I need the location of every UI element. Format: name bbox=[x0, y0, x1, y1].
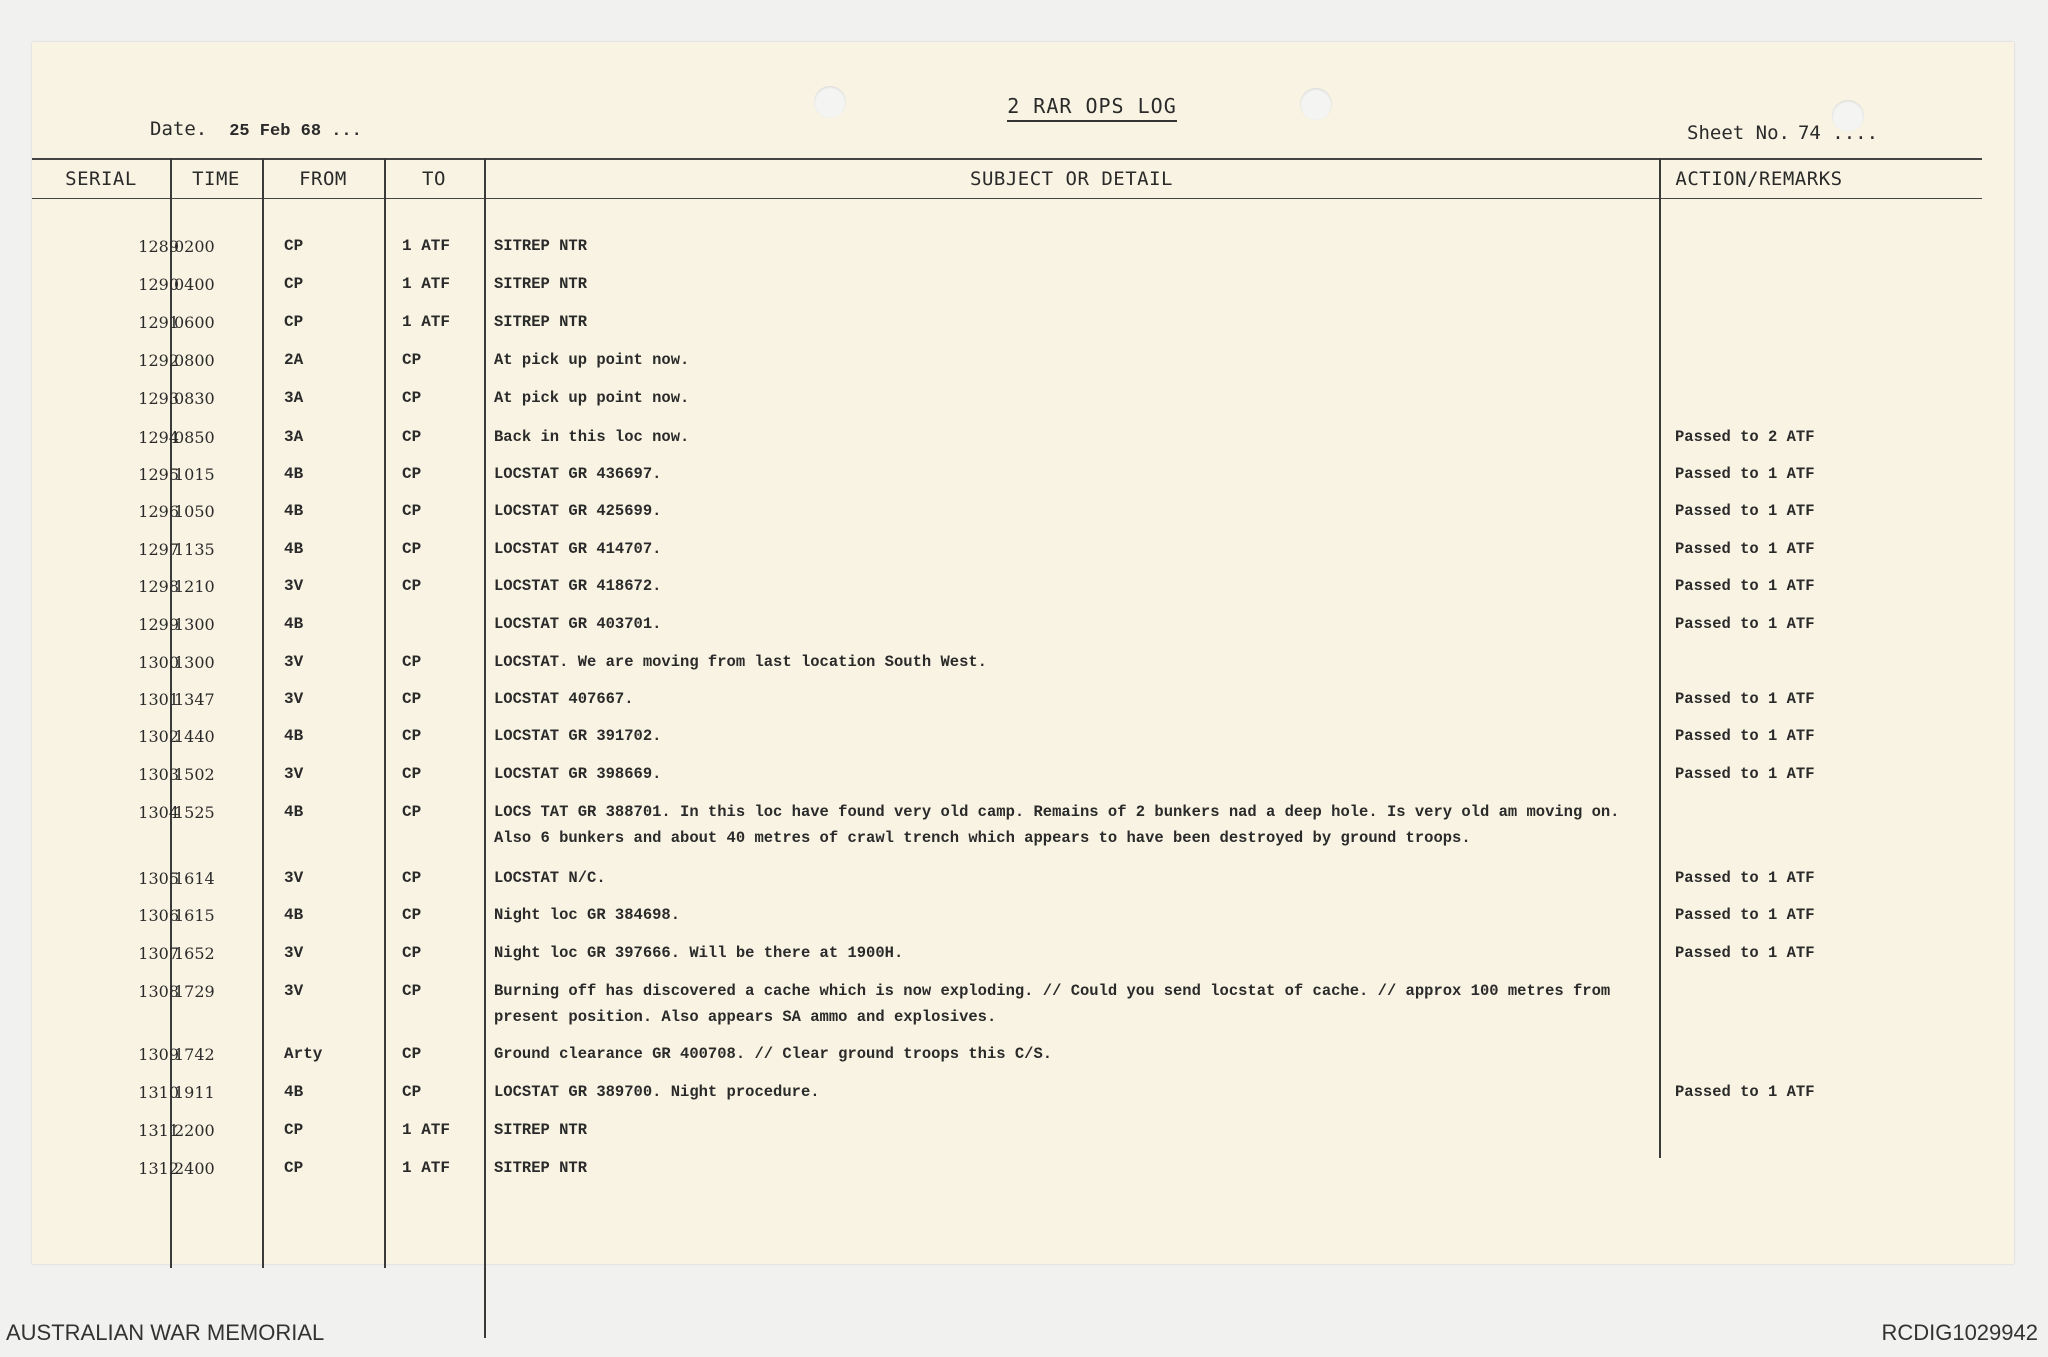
date-value: 25 Feb 68 ... bbox=[229, 122, 362, 141]
column-header-time: TIME bbox=[192, 168, 240, 190]
action-cell: Passed to 1 ATF bbox=[1675, 502, 1815, 520]
subject-cell: Back in this loc now. bbox=[494, 428, 690, 446]
footer-right: RCDIG1029942 bbox=[1881, 1320, 2038, 1345]
subject-cell: LOCSTAT N/C. bbox=[494, 869, 606, 887]
serial-cell: 1301 bbox=[138, 690, 179, 709]
to-cell: CP bbox=[402, 690, 422, 708]
from-cell: CP bbox=[284, 237, 304, 255]
action-cell: Passed to 1 ATF bbox=[1675, 765, 1815, 783]
from-cell: 4B bbox=[284, 803, 304, 821]
from-cell: CP bbox=[284, 313, 304, 331]
time-cell: 1440 bbox=[174, 727, 215, 746]
to-cell: 1 ATF bbox=[402, 275, 451, 293]
time-cell: 1614 bbox=[174, 869, 215, 888]
log-row bbox=[32, 727, 2014, 757]
serial-cell: 1310 bbox=[138, 1083, 179, 1102]
log-row bbox=[32, 389, 2014, 419]
time-cell: 1742 bbox=[174, 1045, 215, 1064]
time-cell: 0800 bbox=[174, 351, 215, 370]
page-title-text: 2 RAR OPS LOG bbox=[1007, 94, 1177, 122]
log-row bbox=[32, 502, 2014, 532]
log-row bbox=[32, 465, 2014, 495]
serial-cell: 1304 bbox=[138, 803, 179, 822]
log-row bbox=[32, 237, 2014, 267]
subject-cell: Burning off has discovered a cache which is now exploding. // Could you send locstat of cache. // approx 100 metres from bbox=[494, 982, 1611, 1000]
time-cell: 1911 bbox=[174, 1083, 215, 1102]
serial-cell: 1297 bbox=[138, 540, 179, 559]
to-cell: CP bbox=[402, 428, 422, 446]
action-cell: Passed to 1 ATF bbox=[1675, 944, 1815, 962]
serial-cell: 1311 bbox=[138, 1121, 179, 1140]
log-row bbox=[32, 577, 2014, 607]
to-cell: 1 ATF bbox=[402, 313, 451, 331]
time-cell: 1135 bbox=[174, 540, 215, 559]
time-cell: 0400 bbox=[174, 275, 215, 294]
from-cell: 3A bbox=[284, 428, 304, 446]
to-cell: 1 ATF bbox=[402, 1159, 451, 1177]
to-cell: CP bbox=[402, 653, 422, 671]
subject-cell: LOCSTAT GR 418672. bbox=[494, 577, 662, 595]
to-cell: 1 ATF bbox=[402, 237, 451, 255]
subject-cell: LOCSTAT. We are moving from last location South West. bbox=[494, 653, 987, 671]
log-sheet bbox=[32, 42, 2014, 1264]
column-header-subject: SUBJECT OR DETAIL bbox=[970, 168, 1173, 190]
serial-cell: 1302 bbox=[138, 727, 179, 746]
subject-cell: Night loc GR 384698. bbox=[494, 906, 681, 924]
subject-cell: LOCSTAT GR 425699. bbox=[494, 502, 662, 520]
time-cell: 2200 bbox=[174, 1121, 215, 1140]
serial-cell: 1294 bbox=[138, 428, 179, 447]
log-row bbox=[32, 1083, 2014, 1113]
action-cell: Passed to 1 ATF bbox=[1675, 869, 1815, 887]
from-cell: 4B bbox=[284, 465, 304, 483]
time-cell: 1502 bbox=[174, 765, 215, 784]
time-cell: 0200 bbox=[174, 237, 215, 256]
column-header-action: ACTION/REMARKS bbox=[1675, 168, 1843, 190]
header-rule-top bbox=[32, 158, 1982, 160]
to-cell: CP bbox=[402, 1083, 422, 1101]
subject-cell: SITREP NTR bbox=[494, 275, 588, 293]
to-cell: CP bbox=[402, 540, 422, 558]
action-cell: Passed to 1 ATF bbox=[1675, 540, 1815, 558]
from-cell: 4B bbox=[284, 727, 304, 745]
log-row bbox=[32, 1159, 2014, 1189]
from-cell: 3V bbox=[284, 577, 304, 595]
to-cell: 1 ATF bbox=[402, 1121, 451, 1139]
time-cell: 2400 bbox=[174, 1159, 215, 1178]
from-cell: 3V bbox=[284, 653, 304, 671]
page-title bbox=[932, 94, 1252, 118]
log-row bbox=[32, 765, 2014, 795]
action-cell: Passed to 1 ATF bbox=[1675, 690, 1815, 708]
to-cell: CP bbox=[402, 465, 422, 483]
time-cell: 1347 bbox=[174, 690, 215, 709]
serial-cell: 1312 bbox=[138, 1159, 179, 1178]
subject-cell-continuation: Also 6 bunkers and about 40 metres of crawl trench which appears to have been destroyed by ground troops. bbox=[494, 829, 1471, 847]
subject-cell: SITREP NTR bbox=[494, 237, 588, 255]
time-cell: 1729 bbox=[174, 982, 215, 1001]
from-cell: 3V bbox=[284, 690, 304, 708]
serial-cell: 1309 bbox=[138, 1045, 179, 1064]
from-cell: 4B bbox=[284, 540, 304, 558]
log-row bbox=[32, 690, 2014, 720]
time-cell: 1210 bbox=[174, 577, 215, 596]
to-cell: CP bbox=[402, 1045, 422, 1063]
column-header-to: TO bbox=[422, 168, 446, 190]
column-header-serial: SERIAL bbox=[65, 168, 137, 190]
time-cell: 1015 bbox=[174, 465, 215, 484]
serial-cell: 1293 bbox=[138, 389, 179, 408]
from-cell: CP bbox=[284, 275, 304, 293]
serial-cell: 1307 bbox=[138, 944, 179, 963]
log-row bbox=[32, 1045, 2014, 1075]
log-row bbox=[32, 906, 2014, 936]
action-cell: Passed to 1 ATF bbox=[1675, 465, 1815, 483]
subject-cell: At pick up point now. bbox=[494, 389, 690, 407]
log-row bbox=[32, 653, 2014, 683]
log-row bbox=[32, 313, 2014, 343]
to-cell: CP bbox=[402, 765, 422, 783]
subject-cell: SITREP NTR bbox=[494, 1159, 588, 1177]
subject-cell: LOCSTAT 407667. bbox=[494, 690, 634, 708]
subject-cell: SITREP NTR bbox=[494, 1121, 588, 1139]
time-cell: 0850 bbox=[174, 428, 215, 447]
date-line bbox=[150, 118, 362, 141]
serial-cell: 1289 bbox=[138, 237, 179, 256]
column-header-from: FROM bbox=[299, 168, 347, 190]
serial-cell: 1295 bbox=[138, 465, 179, 484]
time-cell: 1652 bbox=[174, 944, 215, 963]
time-cell: 1615 bbox=[174, 906, 215, 925]
sheet-value: 74 .... bbox=[1797, 122, 1879, 144]
time-cell: 1300 bbox=[174, 653, 215, 672]
serial-cell: 1303 bbox=[138, 765, 179, 784]
subject-cell: SITREP NTR bbox=[494, 313, 588, 331]
to-cell: CP bbox=[402, 982, 422, 1000]
from-cell: 3V bbox=[284, 982, 304, 1000]
to-cell: CP bbox=[402, 803, 422, 821]
punch-hole bbox=[1300, 88, 1332, 120]
from-cell: CP bbox=[284, 1159, 304, 1177]
from-cell: 3A bbox=[284, 389, 304, 407]
to-cell: CP bbox=[402, 944, 422, 962]
subject-cell: Ground clearance GR 400708. // Clear ground troops this C/S. bbox=[494, 1045, 1053, 1063]
action-cell: Passed to 1 ATF bbox=[1675, 577, 1815, 595]
date-label: Date. bbox=[150, 118, 208, 140]
serial-cell: 1290 bbox=[138, 275, 179, 294]
from-cell: 2A bbox=[284, 351, 304, 369]
to-cell: CP bbox=[402, 502, 422, 520]
serial-cell: 1296 bbox=[138, 502, 179, 521]
from-cell: 4B bbox=[284, 1083, 304, 1101]
time-cell: 0600 bbox=[174, 313, 215, 332]
subject-cell: LOCSTAT GR 414707. bbox=[494, 540, 662, 558]
serial-cell: 1298 bbox=[138, 577, 179, 596]
time-cell: 1525 bbox=[174, 803, 215, 822]
to-cell: CP bbox=[402, 906, 422, 924]
subject-cell: LOCSTAT GR 403701. bbox=[494, 615, 662, 633]
log-row bbox=[32, 803, 2014, 847]
serial-cell: 1306 bbox=[138, 906, 179, 925]
from-cell: 3V bbox=[284, 944, 304, 962]
sheet-label: Sheet No. bbox=[1687, 122, 1790, 144]
time-cell: 1300 bbox=[174, 615, 215, 634]
subject-cell: At pick up point now. bbox=[494, 351, 690, 369]
log-row bbox=[32, 869, 2014, 899]
action-cell: Passed to 2 ATF bbox=[1675, 428, 1815, 446]
from-cell: 3V bbox=[284, 869, 304, 887]
serial-cell: 1308 bbox=[138, 982, 179, 1001]
serial-cell: 1305 bbox=[138, 869, 179, 888]
log-row bbox=[32, 944, 2014, 974]
log-row bbox=[32, 982, 2014, 1026]
subject-cell: Night loc GR 397666. Will be there at 1900H. bbox=[494, 944, 904, 962]
log-row bbox=[32, 540, 2014, 570]
from-cell: 3V bbox=[284, 765, 304, 783]
footer-left: AUSTRALIAN WAR MEMORIAL bbox=[6, 1320, 325, 1345]
punch-hole bbox=[814, 86, 846, 118]
log-row bbox=[32, 1121, 2014, 1151]
action-cell: Passed to 1 ATF bbox=[1675, 1083, 1815, 1101]
sheet-number-line bbox=[1687, 122, 1878, 144]
to-cell: CP bbox=[402, 577, 422, 595]
serial-cell: 1300 bbox=[138, 653, 179, 672]
from-cell: Arty bbox=[284, 1045, 323, 1063]
log-row bbox=[32, 615, 2014, 645]
from-cell: 4B bbox=[284, 906, 304, 924]
time-cell: 0830 bbox=[174, 389, 215, 408]
time-cell: 1050 bbox=[174, 502, 215, 521]
to-cell: CP bbox=[402, 869, 422, 887]
log-row bbox=[32, 428, 2014, 458]
serial-cell: 1292 bbox=[138, 351, 179, 370]
from-cell: 4B bbox=[284, 615, 304, 633]
action-cell: Passed to 1 ATF bbox=[1675, 615, 1815, 633]
from-cell: 4B bbox=[284, 502, 304, 520]
subject-cell: LOCSTAT GR 391702. bbox=[494, 727, 662, 745]
header-rule-bottom bbox=[32, 198, 1982, 199]
action-cell: Passed to 1 ATF bbox=[1675, 906, 1815, 924]
log-row bbox=[32, 275, 2014, 305]
subject-cell-continuation: present position. Also appears SA ammo and explosives. bbox=[494, 1008, 997, 1026]
subject-cell: LOCSTAT GR 436697. bbox=[494, 465, 662, 483]
log-row bbox=[32, 351, 2014, 381]
to-cell: CP bbox=[402, 351, 422, 369]
from-cell: CP bbox=[284, 1121, 304, 1139]
subject-cell: LOCSTAT GR 398669. bbox=[494, 765, 662, 783]
serial-cell: 1291 bbox=[138, 313, 179, 332]
subject-cell: LOCSTAT GR 389700. Night procedure. bbox=[494, 1083, 820, 1101]
to-cell: CP bbox=[402, 389, 422, 407]
subject-cell: LOCS TAT GR 388701. In this loc have found very old camp. Remains of 2 bunkers nad a deep hole. Is very old am moving on. bbox=[494, 803, 1620, 821]
action-cell: Passed to 1 ATF bbox=[1675, 727, 1815, 745]
to-cell: CP bbox=[402, 727, 422, 745]
serial-cell: 1299 bbox=[138, 615, 179, 634]
